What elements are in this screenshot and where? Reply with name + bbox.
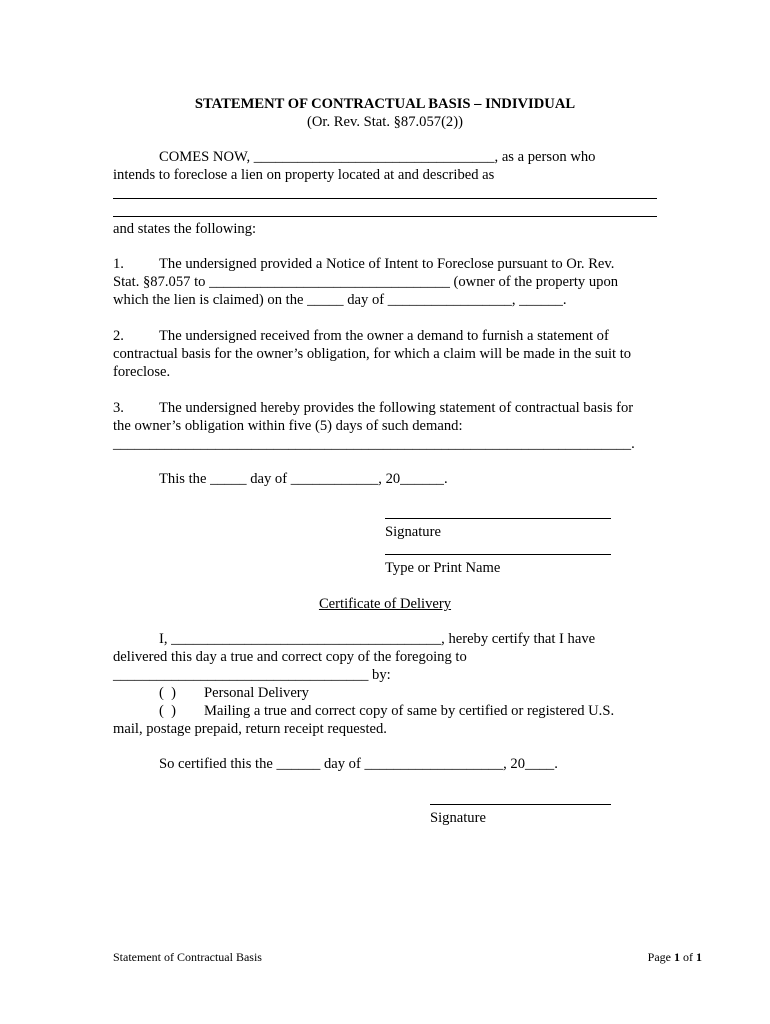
option-personal-checkbox[interactable]: ( ) bbox=[159, 685, 177, 701]
item-3-line-1: The undersigned hereby provides the following statement of contractual basis for bbox=[159, 400, 634, 416]
item-2-line-3: foreclose. bbox=[113, 364, 171, 380]
item-3-line-3: _______________________________________________________________________. bbox=[113, 436, 635, 452]
date-line: This the _____ day of ____________, 20______. bbox=[159, 471, 448, 487]
page-total: 1 bbox=[696, 950, 702, 964]
signature-line bbox=[385, 518, 611, 519]
property-description-line-1 bbox=[113, 198, 657, 199]
page-current: 1 bbox=[674, 950, 680, 964]
document-title: STATEMENT OF CONTRACTUAL BASIS – INDIVIDUAL bbox=[194, 96, 576, 112]
intro-line-1: COMES NOW, _________________________________, as a person who bbox=[159, 149, 596, 165]
item-1-number: 1. bbox=[113, 256, 124, 272]
item-3-number: 3. bbox=[113, 400, 124, 416]
item-3-line-2: the owner’s obligation within five (5) days of such demand: bbox=[113, 418, 463, 434]
certified-date-line: So certified this the ______ day of ___________________, 20____. bbox=[159, 756, 558, 772]
page-number bbox=[648, 950, 702, 964]
option-mail-checkbox[interactable]: ( ) bbox=[159, 703, 177, 719]
option-personal-label: Personal Delivery bbox=[204, 685, 309, 701]
certificate-signature-line bbox=[430, 804, 611, 805]
certificate-line-1: I, _____________________________________, hereby certify that I have bbox=[159, 631, 596, 647]
property-description-line-2 bbox=[113, 216, 657, 217]
signature-label: Signature bbox=[385, 524, 441, 540]
print-name-line bbox=[385, 554, 611, 555]
states-following: and states the following: bbox=[113, 221, 257, 237]
document-subtitle: (Or. Rev. Stat. §87.057(2)) bbox=[307, 114, 463, 130]
item-2-number: 2. bbox=[113, 328, 124, 344]
certificate-signature-label: Signature bbox=[430, 810, 486, 826]
option-mail-label: Mailing a true and correct copy of same by certified or registered U.S. bbox=[204, 703, 615, 719]
page-label: Page bbox=[647, 950, 671, 964]
certificate-line-3: ___________________________________ by: bbox=[113, 667, 391, 683]
certificate-line-2: delivered this day a true and correct copy of the foregoing to bbox=[113, 649, 467, 665]
option-mail-label-cont: mail, postage prepaid, return receipt requested. bbox=[113, 721, 387, 737]
item-2-line-2: contractual basis for the owner’s obligation, for which a claim will be made in the suit to bbox=[113, 346, 632, 362]
footer-title: Statement of Contractual Basis bbox=[113, 950, 262, 964]
page-of: of bbox=[683, 950, 693, 964]
item-1-line-3: which the lien is claimed) on the _____ day of _________________, ______. bbox=[113, 292, 567, 308]
intro-line-2: intends to foreclose a lien on property located at and described as bbox=[113, 167, 495, 183]
certificate-heading: Certificate of Delivery bbox=[318, 596, 452, 612]
item-1-line-2: Stat. §87.057 to _________________________________ (owner of the property upon bbox=[113, 274, 619, 290]
print-name-label: Type or Print Name bbox=[385, 560, 501, 576]
item-1-line-1: The undersigned provided a Notice of Intent to Foreclose pursuant to Or. Rev. bbox=[159, 256, 615, 272]
item-2-line-1: The undersigned received from the owner a demand to furnish a statement of bbox=[159, 328, 609, 344]
